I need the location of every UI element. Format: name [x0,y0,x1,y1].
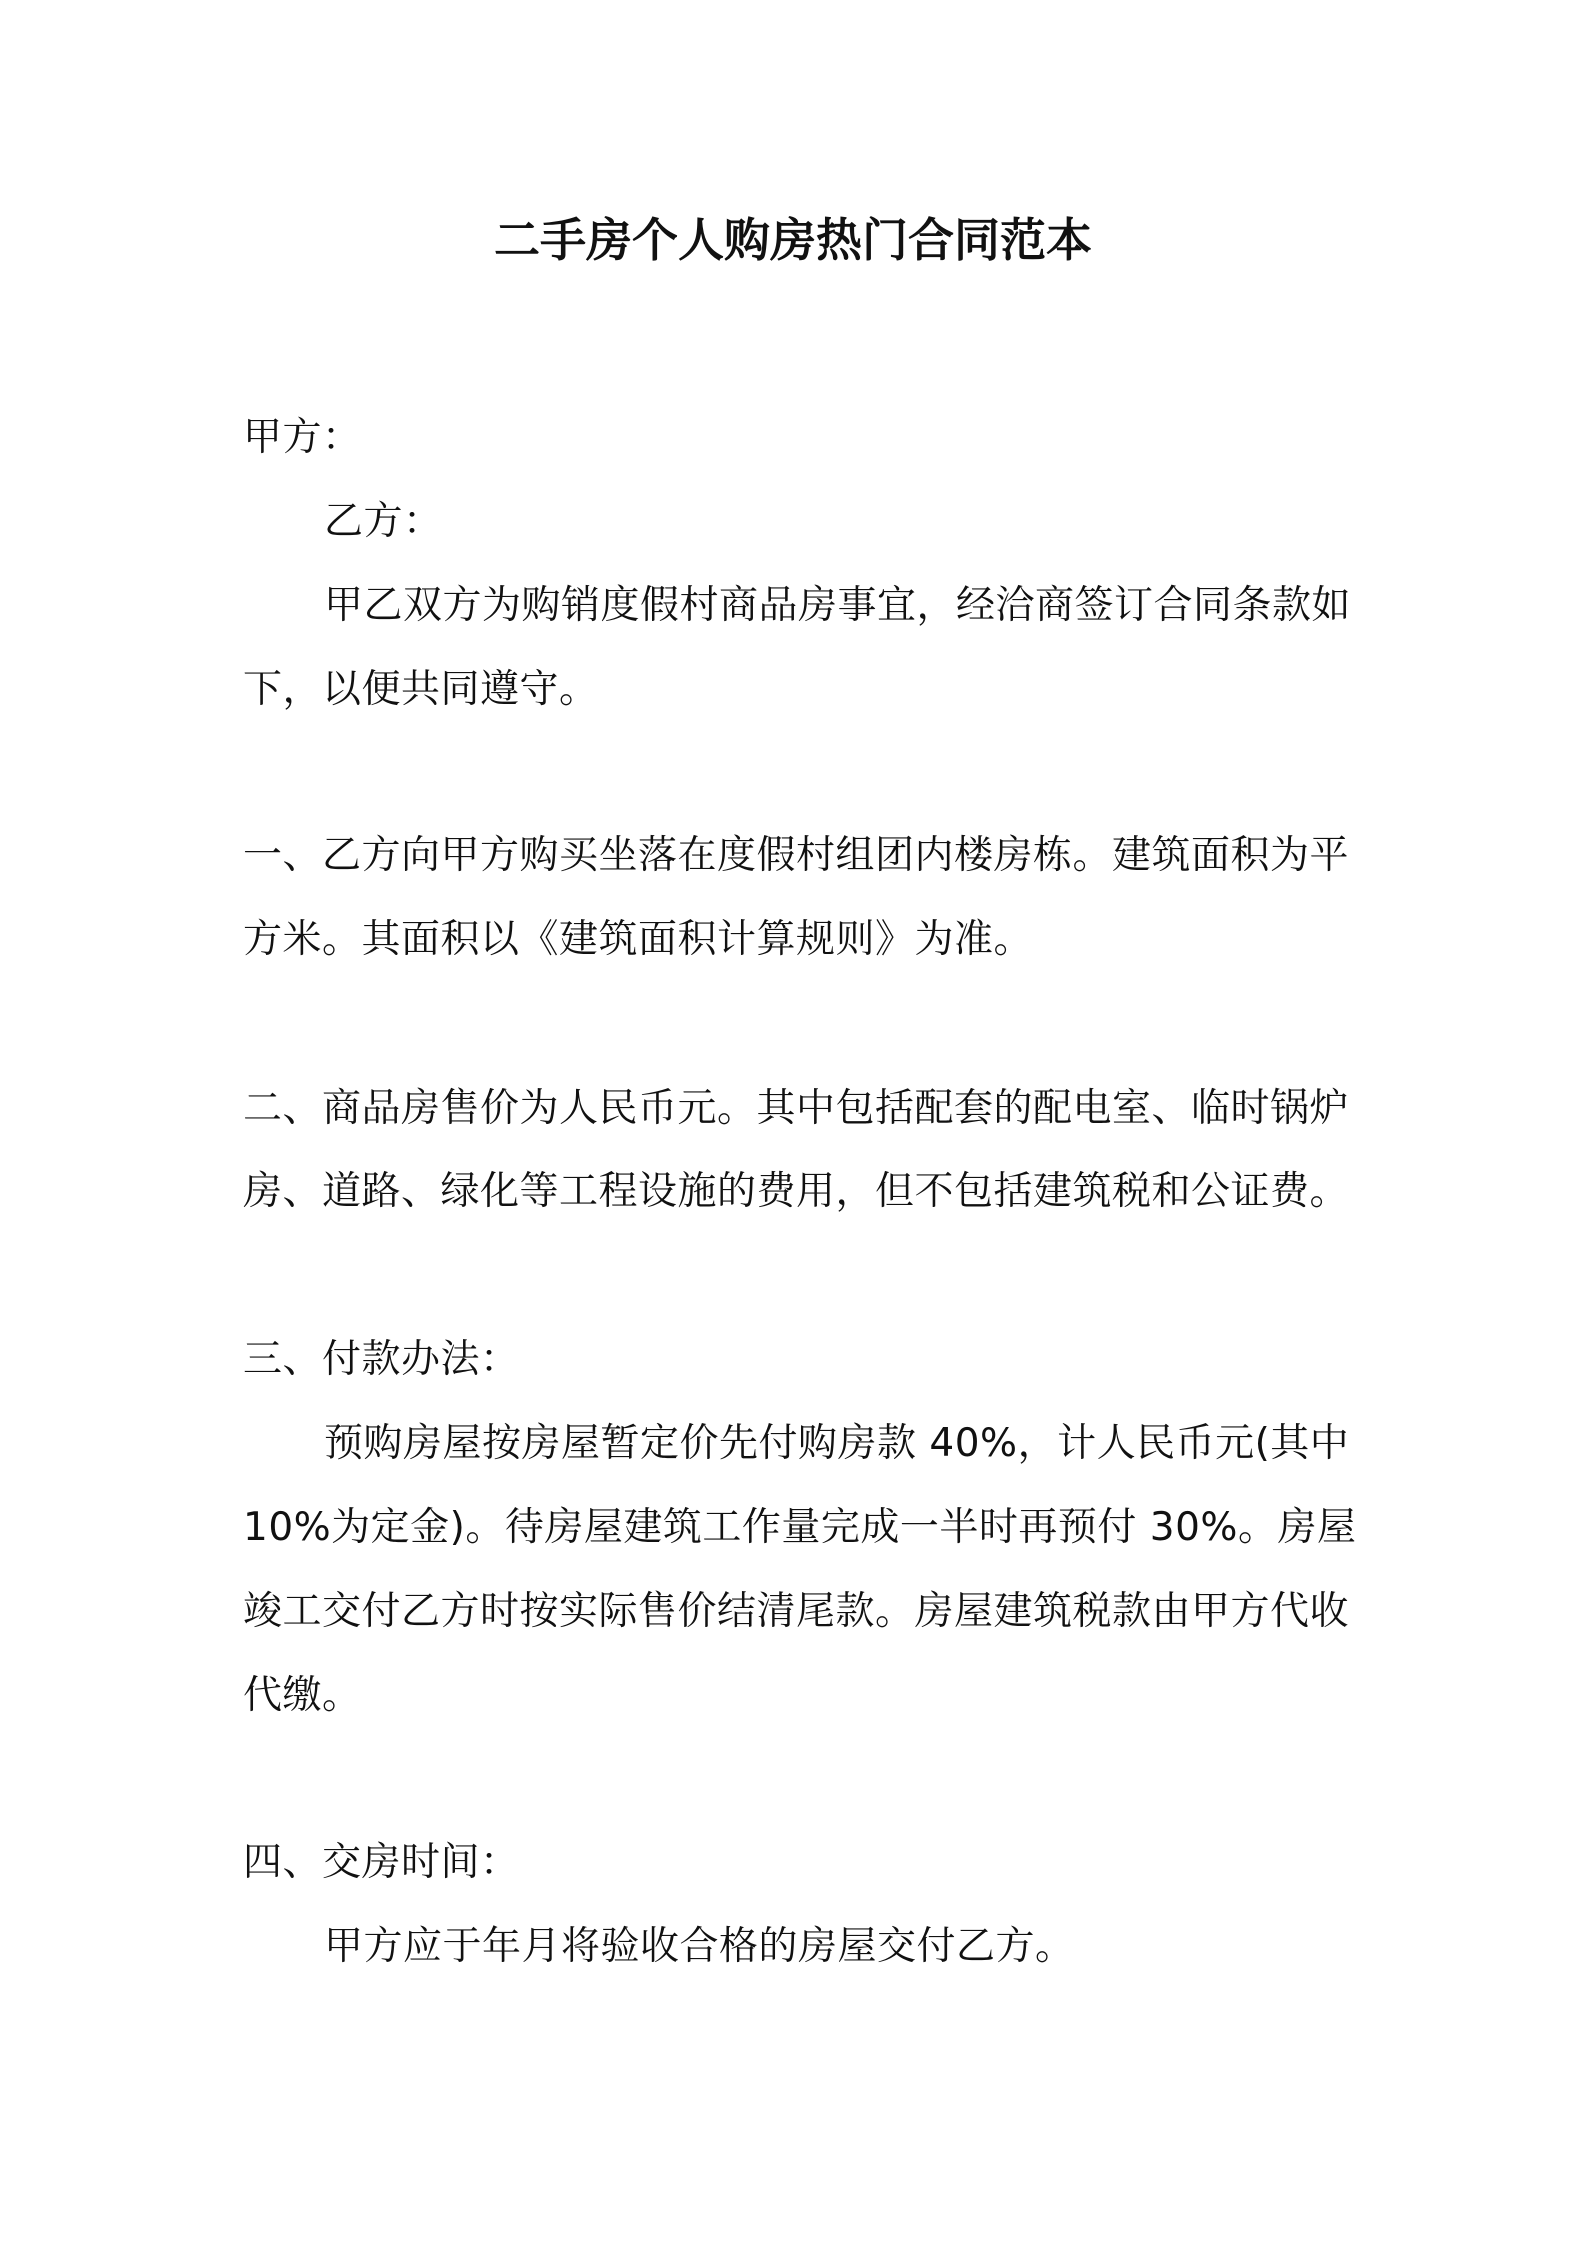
clause-2-line-1: 二、商品房售价为人民币元。其中包括配套的配电室、临时锅炉 [243,1086,1350,1131]
clause-3-line-3: 竣工交付乙方时按实际售价结清尾款。房屋建筑税款由甲方代收 [243,1589,1350,1634]
clause-4-line-1: 甲方应于年月将验收合格的房屋交付乙方。 [324,1924,1075,1969]
clause-3-heading: 三、付款办法： [243,1337,520,1382]
clause-1-line-1: 一、乙方向甲方购买坐落在度假村组团内楼房栋。建筑面积为平 [243,833,1350,878]
document-title: 二手房个人购房热门合同范本 [494,213,1092,267]
clause-3-line-1: 预购房屋按房屋暂定价先付购房款 40%，计人民币元(其中 [324,1421,1350,1466]
party-b-label: 乙方： [324,499,443,544]
intro-line-1: 甲乙双方为购销度假村商品房事宜，经洽商签订合同条款如 [324,583,1352,628]
clause-4-heading: 四、交房时间： [243,1840,520,1885]
clause-3-line-2: 10%为定金)。待房屋建筑工作量完成一半时再预付 30%。房屋 [243,1505,1357,1550]
intro-line-2: 下，以便共同遵守。 [243,667,599,712]
clause-2-line-2: 房、道路、绿化等工程设施的费用，但不包括建筑税和公证费。 [243,1169,1350,1214]
clause-3-line-4: 代缴。 [243,1673,362,1718]
party-a-label: 甲方： [243,415,362,460]
clause-1-line-2: 方米。其面积以《建筑面积计算规则》为准。 [243,917,1034,962]
